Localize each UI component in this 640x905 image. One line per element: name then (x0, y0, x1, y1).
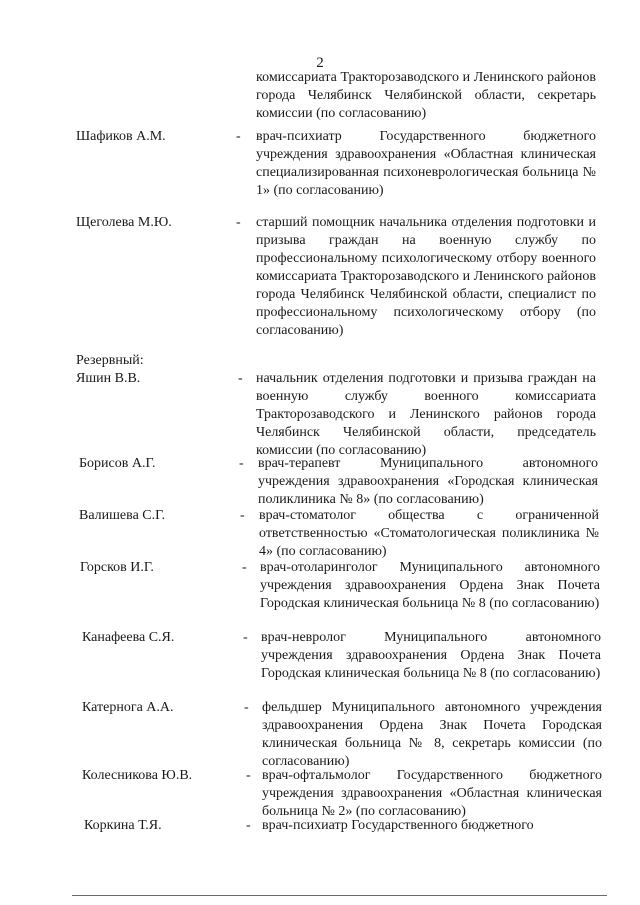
entry-dash: - (236, 215, 241, 230)
reserve-heading: Резервный: (76, 353, 144, 368)
member-name: Борисов А.Г. (79, 456, 156, 471)
member-name: Катернога А.А. (82, 700, 174, 715)
member-name: Яшин В.В. (76, 371, 141, 386)
entry-dash: - (236, 129, 241, 144)
continuation-text: комиссариата Тракторозаводского и Ленинского районов города Челябинск Челябинской области, секретарь комиссии (по согласованию) (256, 70, 596, 121)
entry-dash: - (242, 560, 247, 575)
member-name: Канафеева С.Я. (82, 630, 175, 645)
entry-dash: - (246, 818, 251, 833)
entry-dash: - (239, 456, 244, 471)
page-number: 2 (316, 55, 324, 71)
member-description: начальник отделения подготовки и призыва граждан на военную службу военного комиссариата Тракторозаводского и Ленинского районов города Челябинск Челябинской области, председатель комиссии (по согласованию) (256, 371, 596, 458)
member-description: врач-офтальмолог Государственного бюджетного учреждения здравоохранения «Областная клиническая больница № 2» (по согласованию) (262, 768, 602, 819)
member-description: фельдшер Муниципального автономного учреждения здравоохранения Ордена Знак Почета Городская клиническая больница № 8, секретарь комиссии (по согласованию) (262, 700, 602, 769)
member-name: Шафиков А.М. (76, 129, 166, 144)
entry-dash: - (238, 371, 243, 386)
member-name: Щеголева М.Ю. (76, 215, 172, 230)
entry-dash: - (244, 700, 249, 715)
page-bottom-rule (72, 895, 607, 896)
member-description: врач-психиатр Государственного бюджетного (262, 818, 534, 833)
member-name: Горсков И.Г. (80, 560, 154, 575)
member-name: Коркина Т.Я. (84, 818, 162, 833)
member-description: врач-невролог Муниципального автономного учреждения здравоохранения Ордена Знак Почета Городская клиническая больница № 8 (по согласованию) (261, 630, 601, 681)
entry-dash: - (243, 630, 248, 645)
member-description: врач-отоларинголог Муниципального автономного учреждения здравоохранения Ордена Знак Почета Городская клиническая больница № 8 (по согласованию) (260, 560, 600, 611)
entry-dash: - (240, 508, 245, 523)
member-description: старший помощник начальника отделения подготовки и призыва граждан на военную службу по профессиональному психологическому отбору военного комиссариата Тракторозаводского и Ленинского районов города Челябинск Челябинской области, специалист по профессиональному психологическому отбору (по согласованию) (256, 215, 596, 338)
member-name: Колесникова Ю.В. (82, 768, 193, 783)
member-description: врач-стоматолог общества с ограниченной ответственностью «Стоматологическая поликлиника № 4» (по согласованию) (259, 508, 599, 559)
member-description: врач-психиатр Государственного бюджетного учреждения здравоохранения «Областная клиническая специализированная психоневрологическая больница № 1» (по согласованию) (256, 129, 596, 198)
member-description: врач-терапевт Муниципального автономного учреждения здравоохранения «Городская клиническая поликлиника № 8» (по согласованию) (258, 456, 598, 507)
member-name: Валишева С.Г. (79, 508, 166, 523)
entry-dash: - (246, 768, 251, 783)
